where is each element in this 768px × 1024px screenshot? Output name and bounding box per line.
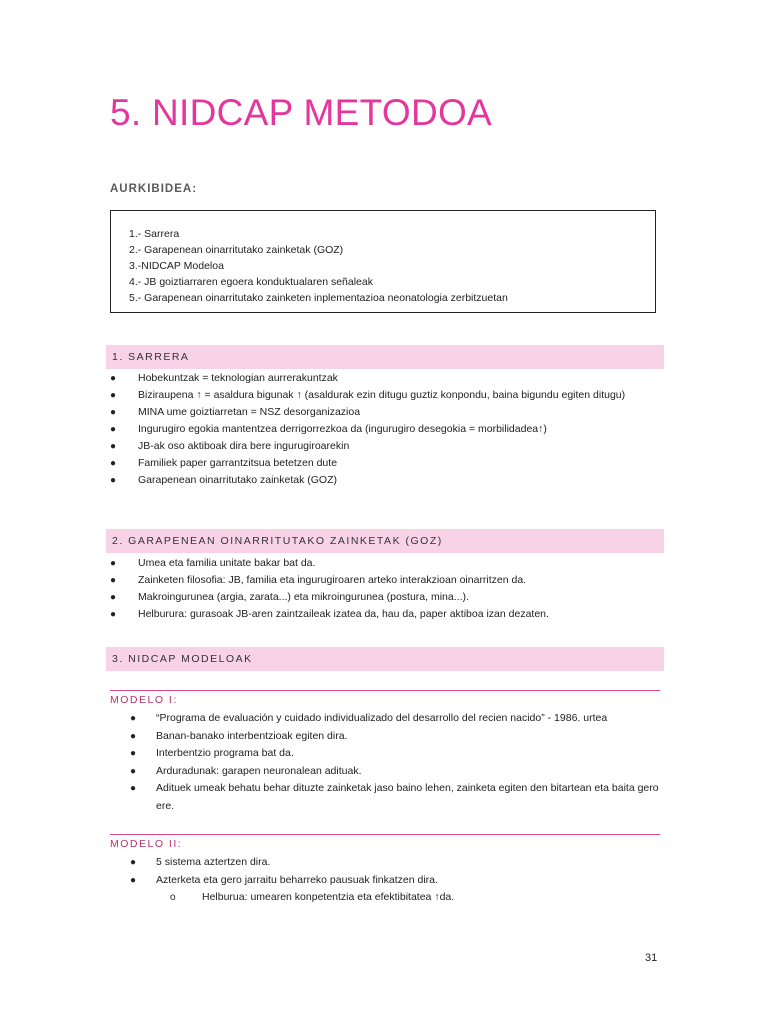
page-title: 5. NIDCAP METODOA [110,92,493,133]
toc-label: AURKIBIDEA: [110,183,198,195]
list-item: ● Familiek paper garrantzitsua betetzen dute [106,455,664,472]
bullet-icon: ● [110,424,117,435]
bullet-icon: ● [110,609,117,620]
sub-list-item: o Helburua: umearen konpetentzia eta efektibitatea ↑da. [130,889,660,907]
model-heading-modelo-ii: MODELO II: [110,834,660,850]
list-item: ● Makroingurunea (argia, zarata...) eta mikroingurunea (postura, mina...). [106,589,664,606]
bullet-icon: ● [130,730,137,742]
list-item: ● “Programa de evaluación y cuidado individualizado del desarrollo del recien nacido” - 1986. urtea [130,710,660,728]
bullet-icon: ● [110,592,117,603]
section-heading-nidcap-modeloak: 3. NIDCAP MODELOAK [106,647,664,671]
list-item: ● Garapenean oinarritutako zainketak (GOZ) [106,472,664,489]
bullet-icon: ● [110,575,117,586]
list-item: ● Biziraupena ↑ = asaldura bigunak ↑ (asaldurak ezin ditugu guztiz konpondu, baina bigundu egiten ditugu) [106,387,664,404]
hollow-bullet-icon: o [170,892,176,903]
list-item: ● Adituek umeak behatu behar dituzte zainketak jaso baino lehen, zainketa egiten den bitartean eta baita gero ere. [130,782,659,812]
bullet-icon: ● [130,783,137,794]
list-item: ● 5 sistema aztertzen dira. [130,854,660,872]
list-item: ● MINA ume goiztiarretan = NSZ desorganizazioa [106,404,664,421]
list-item: ● Ingurugiro egokia mantentzea derrigorrezkoa da (ingurugiro desegokia = morbilidadea↑) [106,421,664,438]
toc-item: 2.- Garapenean oinarritutako zainketak (GOZ) [129,244,344,256]
bullet-icon: ● [130,857,137,868]
bullet-icon: ● [110,373,117,384]
list-item: ● Helburura: gurasoak JB-aren zaintzaileak izatea da, hau da, paper aktiboa izan dezaten. [106,606,664,623]
section-heading-sarrera: 1. SARRERA [106,345,664,369]
bullet-icon: ● [110,390,117,401]
list-item: ● Umea eta familia unitate bakar bat da. [106,555,664,572]
toc-item: 5.- Garapenean oinarritutako zainketen inplementazioa neonatologia zerbitzuetan [129,292,508,304]
list-item: ● JB-ak oso aktiboak dira bere ingurugiroarekin [106,438,664,455]
toc-item: 1.- Sarrera [129,228,180,240]
toc-item: 4.- JB goiztiarraren egoera konduktualaren señaleak [129,276,373,288]
bullet-icon: ● [130,748,137,759]
table-of-contents [110,210,656,313]
model-heading-modelo-i: MODELO I: [110,690,660,706]
list-item: ● Arduradunak: garapen neuronalean adituak. [130,763,660,781]
list-item: ● Banan-banako interbentzioak egiten dira. [130,728,660,746]
goz-list [106,555,664,623]
page-number: 31 [645,952,658,964]
bullet-icon: ● [130,713,137,724]
bullet-icon: ● [110,407,117,418]
modelo-i-list [130,710,660,815]
list-item: ● Zainketen filosofia: JB, familia eta ingurugiroaren arteko interakzioan oinarritzen da. [106,572,664,589]
list-item: ● Azterketa eta gero jarraitu beharreko pausuak finkatzen dira. [130,872,660,890]
list-item: ● Hobekuntzak = teknologian aurrerakuntzak [106,370,664,387]
section-heading-goz: 2. GARAPENEAN OINARRITUTAKO ZAINKETAK (GOZ) [106,529,664,553]
bullet-icon: ● [130,765,137,777]
bullet-icon: ● [110,458,117,469]
list-item: ● Interbentzio programa bat da. [130,745,660,763]
toc-item: 3.-NIDCAP Modeloa [129,260,224,272]
bullet-icon: ● [110,558,117,569]
modelo-ii-list [130,854,660,907]
bullet-icon: ● [130,874,137,886]
bullet-icon: ● [110,441,117,452]
sarrera-list [106,370,664,489]
bullet-icon: ● [110,475,117,486]
